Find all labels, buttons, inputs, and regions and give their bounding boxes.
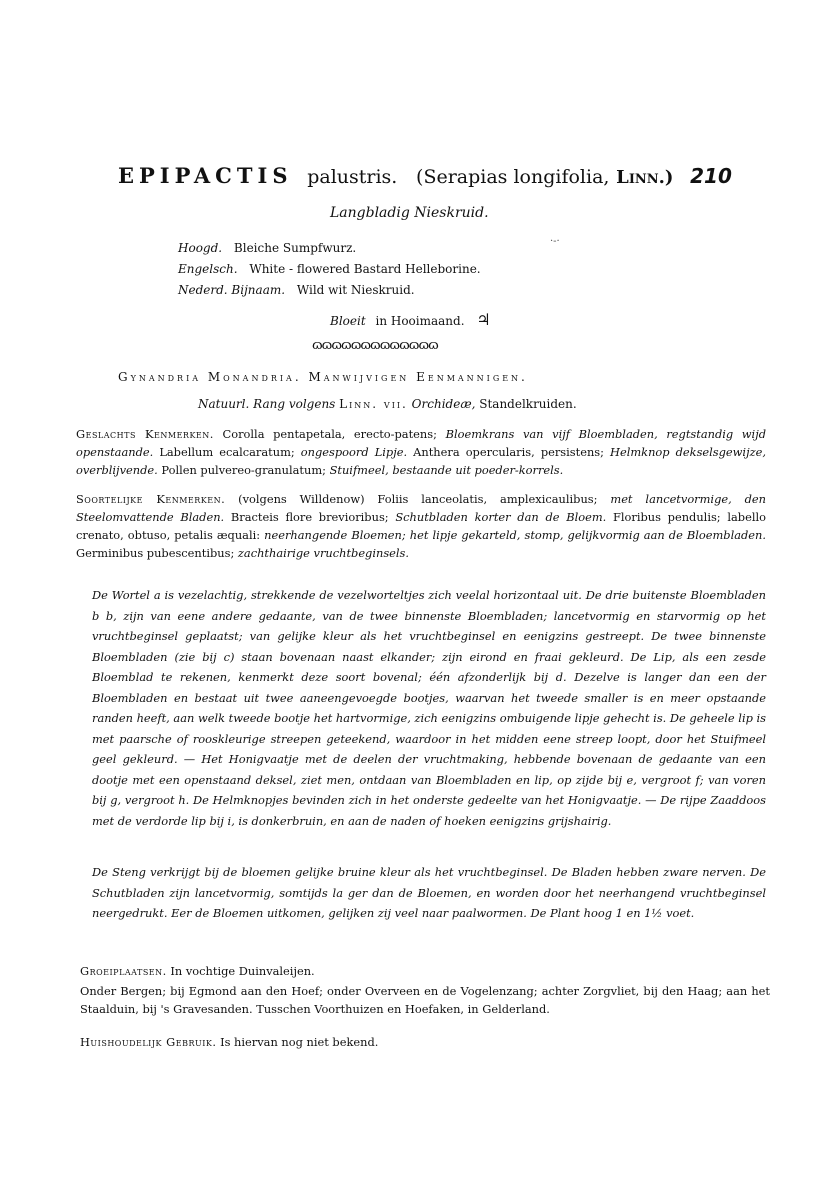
natural-rank-order: Orchideæ, <box>411 397 476 411</box>
genus-characters <box>76 425 766 479</box>
dutch-text: ongespoord Lipje. <box>300 445 408 459</box>
dutch-text: Helmknop dekselsgewijze, overblijvende. <box>76 445 766 477</box>
name-row <box>178 280 481 301</box>
name-value: White - flowered Bastard Helleborine. <box>249 262 481 276</box>
title-synonym: (Serapias longifolia, <box>416 166 610 188</box>
title-species: palustris. <box>307 166 398 188</box>
stem-description: De Steng verkrijgt bij de bloemen gelijke bruine kleur als het vruchtbeginsel. De Bladen hebben zware nerven. De Schutbladen zijn lancetvormig, somtijds la ger dan de Bloemen, en worden door het neerhangend vruchtbeginsel neergedrukt. Eer de Bloemen uitkomen, gelijken zij veel naar paalwormen. De Plant hoog 1 en 1½ voet. <box>92 865 766 920</box>
species-characters-heading: Soortelijke Kenmerken. <box>76 492 226 506</box>
habitat <box>80 962 770 980</box>
dutch-text: Schutbladen korter dan de Bloem. <box>395 510 607 524</box>
title-genus: EPIPACTIS <box>118 163 293 188</box>
natural-rank-value: Standelkruiden. <box>479 397 577 411</box>
root-description: De Wortel a is vezelachtig, strekkende de vezelworteltjes zich veelal horizontaal uit. De drie buitenste Bloembladen b b, zijn van eene andere gedaante, van de twee binnenste Bloembladen; lancetvormig en starvormig op het vruchtbeginsel geplaatst; van gelijke kleur als het vruchtbeginsel en eenigzins gestreept. De twee binnenste Bloembladen (zie bij c) staan bovenaan naast elkander; zijn eirond en fraai gekleurd. De Lip, als een zesde Bloemblad te rekenen, kenmerkt deze soort bovenal; één afzonderlijk bij d. Dezelve is langer dan een der Bloembladen en bestaat uit twee aaneengevoegde bootjes, waarvan het tweede smaller is en meer opstaande randen heeft, aan welk tweede bootje het hartvormige, zich eenigzins ombuigende lipje gehecht is. De geheele lip is met paarsche of rooskleurige streepen geteekend, waardoor in het midden eene streep loopt, door het Stuifmeel geel gekleurd. — Het Honigvaatje met de deelen der vruchtmaking, hebbende bovenaan de gedaante van een dootje met een openstaand deksel, ziet men, ontdaan van Bloembladen en lip, op zijde bij e, vergroot f; van voren bij g, vergroot h. De Helmknopjes bevinden zich in het onderste gedeelte van het Honigvaatje. — De rijpe Zaaddoos met de verdorde lip bij i, is donkerbruin, en aan de naden of hoeken eenigzins grijshairig. <box>92 588 766 828</box>
latin-text: Labellum ecalcaratum; <box>159 445 295 459</box>
latin-text: Pollen pulvereo-granulatum; <box>161 463 326 477</box>
name-row <box>178 259 481 280</box>
habitat-heading: Groeiplaatsen. <box>80 964 167 978</box>
classification: Gynandria Monandria. Manwijvigen Eenmannigen. <box>118 370 528 384</box>
genus-characters-heading: Geslachts Kenmerken. <box>76 427 214 441</box>
latin-text: (volgens Willdenow) Foliis lanceolatis, amplexicaulibus; <box>238 492 598 506</box>
dutch-text: Stuifmeel, bestaande uit poeder-korrels. <box>329 463 564 477</box>
subtitle: Langbladig Nieskruid. <box>330 205 489 221</box>
dutch-text: Bloemkrans van vijf Bloembladen, regtstandig wijd openstaande. <box>76 427 767 459</box>
dutch-text: neerhangende Bloemen; het lipje gekarteld, stomp, gelijkvormig aan de Bloembladen. <box>264 528 767 542</box>
latin-text: Corolla pentapetala, erecto-patens; <box>222 427 437 441</box>
name-value: Bleiche Sumpfwurz. <box>233 241 357 255</box>
locations: Onder Bergen; bij Egmond aan den Hoef; onder Overveen en de Vogelenzang; achter Zorgvliet, bij den Haag; aan het Staalduin, bij 's Gravesanden. Tusschen Voorthuizen en Hoefaken, in Gelderland. <box>80 984 770 1016</box>
natural-rank-linn: Linn. vii. <box>339 397 408 411</box>
economic-use <box>80 1033 770 1051</box>
habitat-text: In vochtige Duinvaleijen. <box>170 964 315 978</box>
dutch-text: zachthairige vruchtbeginsels. <box>237 546 410 560</box>
folio-number: 210 <box>690 164 732 188</box>
vernacular-names <box>178 238 481 301</box>
page-title <box>118 163 818 188</box>
name-label: Engelsch. <box>178 262 238 276</box>
name-value: Wild wit Nieskruid. <box>296 283 415 297</box>
natural-rank <box>198 397 577 411</box>
bloei-value: in Hooimaand. <box>375 314 465 328</box>
name-row <box>178 238 481 259</box>
natural-rank-label: Natuurl. Rang volgens <box>198 397 336 411</box>
latin-text: Anthera opercularis, persistens; <box>413 445 604 459</box>
economic-use-heading: Huishoudelijk Gebruik. <box>80 1035 217 1049</box>
dutch-text: met lancetvormige, den Steelomvattende Bladen. <box>76 492 767 524</box>
latin-text: Germinibus pubescentibus; <box>76 546 235 560</box>
flowering-line <box>330 310 491 329</box>
perennial-symbol-icon: ♃ <box>476 310 491 329</box>
economic-use-text: Is hiervan nog niet bekend. <box>220 1035 379 1049</box>
title-author: Linn.) <box>616 167 674 188</box>
name-label: Nederd. Bijnaam. <box>178 283 286 297</box>
species-characters <box>76 490 766 562</box>
latin-text: Floribus pendulis; labello crenato, obtuso, petalis æquali: <box>76 510 766 542</box>
ink-mark: ·‑· <box>550 236 560 247</box>
bloei-label: Bloeit <box>330 314 366 328</box>
latin-text: Bracteis flore brevioribus; <box>230 510 389 524</box>
ornament-divider: ɷɷɷɷɷɷɷɷɷɷɷɷɷ <box>312 338 438 353</box>
name-label: Hoogd. <box>178 241 223 255</box>
